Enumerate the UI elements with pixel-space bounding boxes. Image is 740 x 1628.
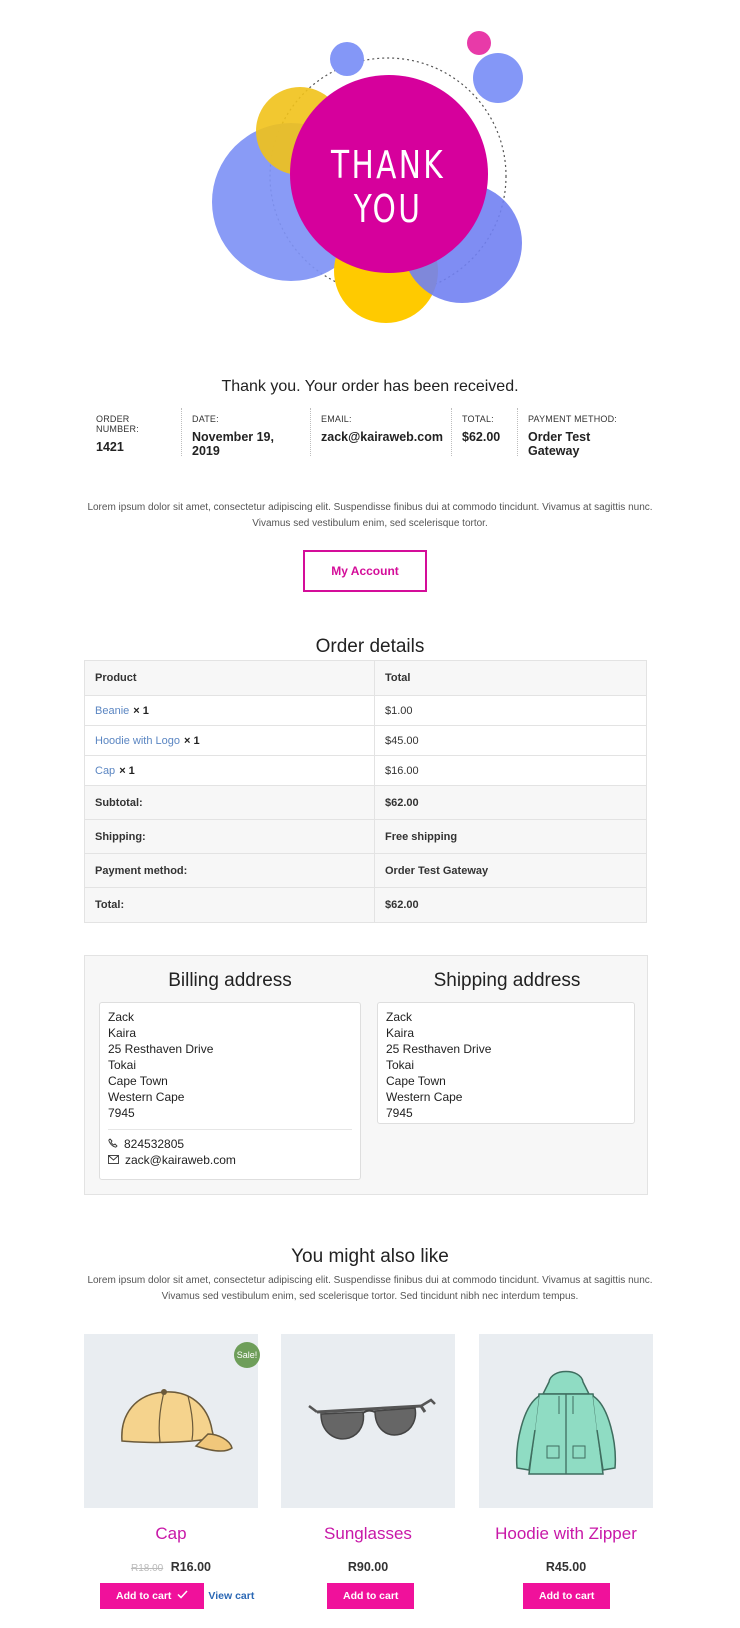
overview-value: 1421 [96, 440, 124, 454]
overview-label: EMAIL: [321, 414, 352, 424]
billing-email-value: zack@kairaweb.com [125, 1153, 236, 1167]
product-card-sunglasses [281, 1334, 455, 1574]
add-to-cart-label: Add to cart [116, 1590, 172, 1602]
payment-method-label: Payment method: [85, 854, 375, 887]
product-name-cap[interactable]: Cap [155, 1524, 187, 1543]
product-cell [85, 696, 375, 725]
intro-text: Lorem ipsum dolor sit amet, consectetur adipiscing elit. Suspendisse finibus dui at commodo tincidunt. Vivamus at sagittis nunc. Vivamus sed vestibulum enim, sed scelerisque tortor. [87, 502, 653, 529]
product-image-sunglasses[interactable] [281, 1334, 455, 1508]
overview-value: zack@kairaweb.com [321, 430, 443, 444]
product-actions-cap [100, 1583, 254, 1609]
payment-method-value: Order Test Gateway [385, 864, 489, 877]
overview-label: TOTAL: [462, 414, 494, 424]
billing-phone-value: 824532805 [124, 1137, 185, 1151]
checkmark-icon [177, 1590, 188, 1602]
address-line: Western Cape [386, 1090, 463, 1104]
address-line: Western Cape [108, 1090, 185, 1104]
address-line: 25 Resthaven Drive [386, 1042, 492, 1056]
billing-address-card [99, 1002, 361, 1180]
product-actions-hoodie-with-zipper [523, 1583, 610, 1609]
product-price-cap [84, 1560, 258, 1574]
address-line: Tokai [386, 1058, 415, 1072]
address-line: Tokai [108, 1058, 137, 1072]
product-image-cap[interactable] [84, 1334, 258, 1508]
add-to-cart-button-cap[interactable] [100, 1583, 204, 1609]
address-line: 7945 [386, 1106, 413, 1120]
overview-total [452, 408, 518, 456]
overview-payment-method [518, 408, 654, 456]
table-header-row [85, 661, 646, 696]
shipping-row [85, 820, 646, 854]
overview-value: November 19, 2019 [192, 430, 274, 458]
overview-email [311, 408, 452, 456]
my-account-button[interactable]: My Account [303, 550, 427, 592]
address-line: 7945 [108, 1106, 135, 1120]
product-qty: × 1 [133, 704, 149, 717]
overview-label: DATE: [192, 414, 219, 424]
product-cell [85, 756, 375, 785]
product-actions-sunglasses [327, 1583, 414, 1609]
address-line: Zack [386, 1010, 413, 1024]
address-line: Cape Town [108, 1074, 168, 1088]
product-name-sunglasses[interactable]: Sunglasses [324, 1524, 412, 1543]
billing-address-title: Billing address [168, 970, 292, 991]
product-image-hoodie-with-zipper[interactable] [479, 1334, 653, 1508]
overview-value: $62.00 [462, 430, 501, 444]
phone-icon [108, 1136, 118, 1152]
subtotal-value: $62.00 [385, 796, 419, 809]
column-header-product: Product [85, 661, 375, 695]
hoodie-image [479, 1334, 653, 1508]
shipping-value: Free shipping [385, 830, 458, 843]
payment-method-row [85, 854, 646, 888]
overview-label: ORDER NUMBER: [96, 414, 139, 434]
billing-email [108, 1152, 352, 1168]
shipping-address-title: Shipping address [433, 970, 581, 991]
subtotal-row [85, 786, 646, 820]
overview-order-number [86, 408, 182, 456]
shipping-label: Shipping: [85, 820, 375, 853]
table-row [85, 726, 646, 756]
order-received-message: Thank you. Your order has been received. [221, 378, 519, 395]
product-card-cap [84, 1334, 258, 1574]
product-total: $45.00 [385, 734, 419, 747]
thank-you-hero [0, 0, 740, 340]
total-value: $62.00 [385, 899, 419, 911]
total-label: Total: [85, 888, 375, 922]
envelope-icon [108, 1152, 119, 1168]
sale-badge: Sale! [234, 1342, 260, 1368]
total-row [85, 888, 646, 922]
add-to-cart-button-hoodie-with-zipper[interactable]: Add to cart [523, 1583, 610, 1609]
product-old-price: R18.00 [130, 1563, 164, 1574]
address-line: 25 Resthaven Drive [108, 1042, 214, 1056]
view-cart-link[interactable]: View cart [208, 1590, 255, 1602]
product-sale-price: R16.00 [170, 1560, 212, 1574]
address-line: Zack [108, 1010, 135, 1024]
product-price-hoodie-with-zipper: R45.00 [545, 1560, 587, 1574]
table-row [85, 696, 646, 726]
order-details-title: Order details [315, 636, 425, 657]
subtotal-label: Subtotal: [85, 786, 375, 819]
thank-you-heading: THANK YOU [330, 143, 445, 231]
overview-value: Order Test Gateway [528, 430, 591, 458]
order-overview [86, 408, 654, 456]
table-row [85, 756, 646, 786]
related-products-title: You might also like [291, 1246, 449, 1267]
product-link-beanie[interactable]: Beanie [95, 704, 130, 717]
product-qty: × 1 [119, 764, 135, 777]
order-details-table [84, 660, 647, 923]
address-line: Cape Town [386, 1074, 446, 1088]
product-price-sunglasses: R90.00 [347, 1560, 389, 1574]
cap-image [84, 1334, 258, 1508]
customer-addresses [84, 955, 648, 1195]
overview-date [182, 408, 311, 456]
product-link-hoodie-with-logo[interactable]: Hoodie with Logo [95, 734, 181, 747]
product-total: $1.00 [385, 704, 413, 717]
product-cell [85, 726, 375, 755]
shipping-address-card [377, 1002, 635, 1124]
product-card-hoodie-with-zipper [479, 1334, 653, 1574]
address-line: Kaira [386, 1026, 415, 1040]
product-link-cap[interactable]: Cap [95, 764, 116, 777]
address-divider [108, 1129, 352, 1130]
sunglasses-image [281, 1334, 455, 1508]
product-total: $16.00 [385, 764, 419, 777]
column-header-total: Total [385, 672, 411, 684]
product-qty: × 1 [184, 734, 200, 747]
related-products-text: Lorem ipsum dolor sit amet, consectetur adipiscing elit. Suspendisse finibus dui at commodo tincidunt. Vivamus at sagittis nunc. Vivamus sed vestibulum enim, sed scelerisque tortor. Sed tincidunt nibh nec interdum tempus. [87, 1275, 653, 1302]
overview-label: PAYMENT METHOD: [528, 414, 618, 424]
billing-phone [108, 1136, 352, 1152]
product-name-hoodie-with-zipper[interactable]: Hoodie with Zipper [495, 1524, 637, 1543]
add-to-cart-button-sunglasses[interactable]: Add to cart [327, 1583, 414, 1609]
address-line: Kaira [108, 1026, 137, 1040]
